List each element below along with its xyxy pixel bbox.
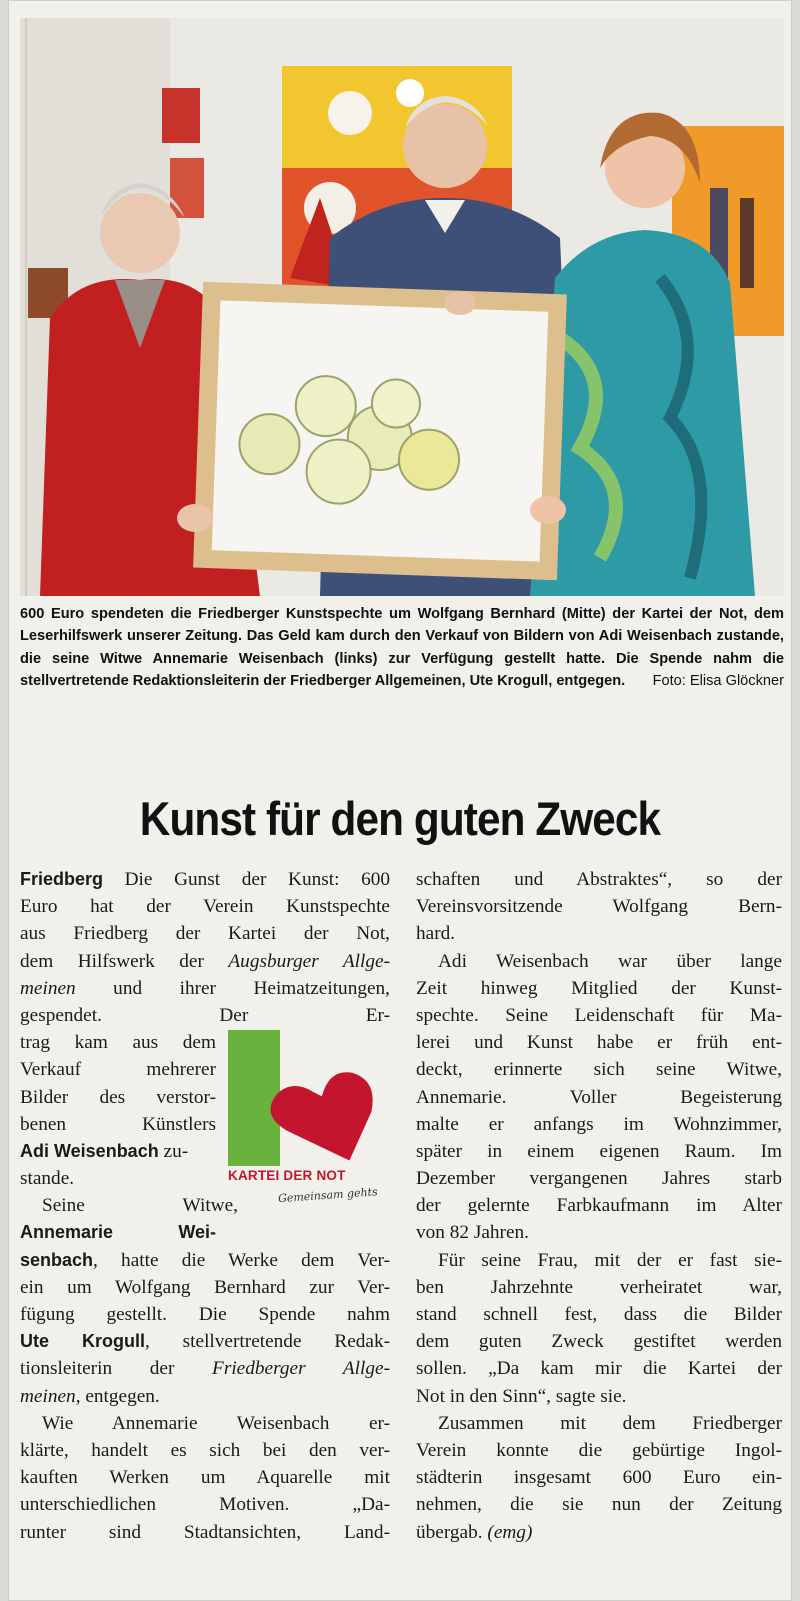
text-span: runter sind Stadtansichten, Land- <box>20 1521 390 1543</box>
newspaper-clipping <box>8 0 792 1601</box>
logo-title: KARTEI DER NOT <box>228 1168 346 1183</box>
article-line <box>416 1410 782 1437</box>
text-span: aus Friedberg der Kartei der Not, <box>20 923 390 945</box>
article-line <box>416 1247 782 1274</box>
article-line <box>416 1056 782 1083</box>
text-span: Vereinsvorsitzende Wolfgang Bern- <box>416 896 782 918</box>
caption-text: 600 Euro spendeten die Friedberger Kunstspechte um Wolfgang Bernhard (Mitte) der Kartei der Not, dem Leserhilfswerk unserer Zeitung. Das Geld kam durch den Verkauf von Bildern von Adi Weisenbach zustande, die seine Witwe Annemarie Weisenbach (links) zur Verfügung gestellt hatte. Die Spende nahm die stellvertretende Redaktionsleiterin der Friedberger Allgemeinen, Ute Krogull, entgegen. <box>20 606 784 690</box>
photo-credit: Foto: Elisa Glöckner <box>652 673 784 690</box>
text-span: ben Jahrzehnte verheiratet war, <box>416 1276 782 1298</box>
text-span: Augsburger Allge- <box>228 950 390 972</box>
text-span: der gelernte Farbkaufmann im Alter <box>416 1195 782 1217</box>
article-headline: Kunst für den guten Zweck <box>139 792 661 845</box>
article-line <box>416 1437 782 1464</box>
article-line <box>20 1247 390 1274</box>
logo-slogan: Gemeinsam gehts <box>277 1185 379 1206</box>
text-span: später in einem eigenen Raum. Im <box>416 1140 782 1162</box>
article-line <box>416 975 782 1002</box>
text-span: meinen <box>20 977 76 999</box>
article-line <box>20 920 390 947</box>
article-line <box>20 1029 216 1056</box>
article-line <box>416 1355 782 1382</box>
text-span: dem Hilfswerk der <box>20 950 229 972</box>
article-line <box>20 1138 216 1165</box>
text-span: , entgegen. <box>75 1385 160 1407</box>
article-line <box>416 1519 782 1546</box>
text-span: Dezember vergangenen Jahres starb <box>416 1168 782 1190</box>
article-line <box>416 1301 782 1328</box>
article-line <box>20 1111 216 1138</box>
article-photo <box>20 18 784 596</box>
article-line <box>20 1328 390 1355</box>
text-span: (emg) <box>487 1521 533 1543</box>
article-line <box>20 1383 390 1410</box>
article-line <box>416 1274 782 1301</box>
text-span: ein um Wolfgang Bernhard zur Ver- <box>20 1276 390 1298</box>
text-span: Adi Weisenbach war über lange <box>438 950 782 972</box>
article-line <box>416 1328 782 1355</box>
text-span: gespendet. Der Er- <box>20 1004 390 1026</box>
text-span: lerei und Kunst habe er früh ent- <box>416 1032 782 1054</box>
article-line <box>20 975 390 1002</box>
article-line <box>20 1464 390 1491</box>
text-span: stand schnell fest, dass die Bilder <box>416 1304 782 1325</box>
article-line <box>20 1301 390 1328</box>
article-line <box>416 1084 782 1111</box>
text-span: Zeit hinweg Mitglied der Kunst- <box>416 977 782 999</box>
article-line <box>416 1219 782 1246</box>
article-line <box>416 1111 782 1138</box>
article-line <box>20 1410 390 1437</box>
bold-name-span: Adi Weisenbach <box>20 1140 159 1161</box>
text-span: übergab. <box>416 1521 488 1543</box>
text-span: tionsleiterin der <box>20 1358 213 1380</box>
text-span: hard. <box>416 923 456 945</box>
article-line <box>20 948 390 975</box>
article-line <box>20 1056 216 1083</box>
text-span: und ihrer Heimatzeitungen, <box>75 977 390 999</box>
article-line <box>20 1219 216 1246</box>
article-line <box>20 1355 390 1382</box>
article-line <box>20 1084 216 1111</box>
text-span: malte er anfangs im Wohnzimmer, <box>416 1113 782 1135</box>
bold-name-span: Ute Krogull <box>20 1331 146 1352</box>
text-span: nehmen, die sie nun der Zeitung <box>416 1494 782 1516</box>
kartei-der-not-logo <box>222 1030 392 1230</box>
text-span: kauften Werken um Aquarelle mit <box>20 1467 390 1489</box>
article-line <box>416 1002 782 1029</box>
text-span: spechte. Seine Leidenschaft für Ma- <box>416 1004 782 1026</box>
bold-name-span: senbach <box>20 1249 94 1270</box>
text-span: , stellvertretende Redak- <box>145 1331 391 1353</box>
text-span: deckt, erinnerte sich seine Witwe, <box>416 1059 782 1081</box>
article-line <box>416 920 782 947</box>
article-line <box>20 1519 390 1546</box>
article-line <box>20 1437 390 1464</box>
text-span: Bilder des verstor- <box>20 1086 216 1108</box>
text-span: Annemarie. Voller Begeisterung <box>416 1086 782 1108</box>
text-span: Wie Annemarie Weisenbach er- <box>42 1412 390 1434</box>
article-line <box>416 1138 782 1165</box>
article-line <box>416 948 782 975</box>
article-line <box>20 1274 390 1301</box>
text-span: Euro hat der Verein Kunstspechte <box>20 896 390 918</box>
article-line <box>20 1002 390 1029</box>
text-span: klärte, handelt es sich bei den ver- <box>20 1439 390 1461</box>
text-span: trag kam aus dem <box>20 1032 216 1054</box>
text-span: von 82 Jahren. <box>416 1222 529 1244</box>
bold-name-span: Friedberg <box>20 869 104 889</box>
article-line <box>416 893 782 920</box>
bold-name-span: Annemarie Wei- <box>20 1222 216 1243</box>
heart-icon <box>266 1068 383 1172</box>
article-line <box>416 1464 782 1491</box>
article-line <box>20 893 390 920</box>
article-line <box>416 1165 782 1192</box>
article-line <box>416 866 782 893</box>
text-span: stande. <box>20 1168 75 1190</box>
article-line <box>20 1165 216 1192</box>
text-span: Verkauf mehrerer <box>20 1059 216 1081</box>
text-span: , hatte die Werke dem Ver- <box>93 1249 390 1271</box>
text-span: zu- <box>158 1140 189 1162</box>
text-span: städterin insgesamt 600 Euro ein- <box>416 1467 782 1489</box>
article-line <box>416 1192 782 1219</box>
text-span: unterschiedlichen Motiven. „Da- <box>20 1494 390 1516</box>
text-span: Zusammen mit dem Friedberger <box>438 1412 782 1434</box>
text-span: fügung gestellt. Die Spende nahm <box>20 1304 390 1325</box>
article-line <box>416 1383 782 1410</box>
text-span: Verein konnte die gebürtige Ingol- <box>416 1439 782 1461</box>
text-span: sollen. „Da kam mir die Kartei der <box>416 1358 782 1380</box>
article-line <box>20 1491 390 1518</box>
text-span: Not in den Sinn“, sagte sie. <box>416 1385 627 1407</box>
text-span: Seine Witwe, <box>42 1195 238 1217</box>
text-span: benen Künstlers <box>20 1113 216 1135</box>
text-span: Die Gunst der Kunst: 600 <box>103 869 390 890</box>
article-column-2 <box>416 866 782 1546</box>
text-span: Für seine Frau, mit der er fast sie- <box>438 1249 782 1271</box>
text-span: schaften und Abstraktes“, so der <box>416 869 782 890</box>
article-line <box>20 866 390 893</box>
text-span: Friedberger Allge- <box>212 1358 390 1380</box>
photo-caption <box>20 603 784 693</box>
text-span: meinen <box>20 1385 76 1407</box>
text-span: dem guten Zweck gestiftet werden <box>416 1331 782 1353</box>
article-line <box>416 1491 782 1518</box>
logo-green-bar <box>228 1030 280 1166</box>
article-line <box>416 1029 782 1056</box>
article-line <box>20 1192 238 1219</box>
photo-illustration <box>20 18 784 596</box>
